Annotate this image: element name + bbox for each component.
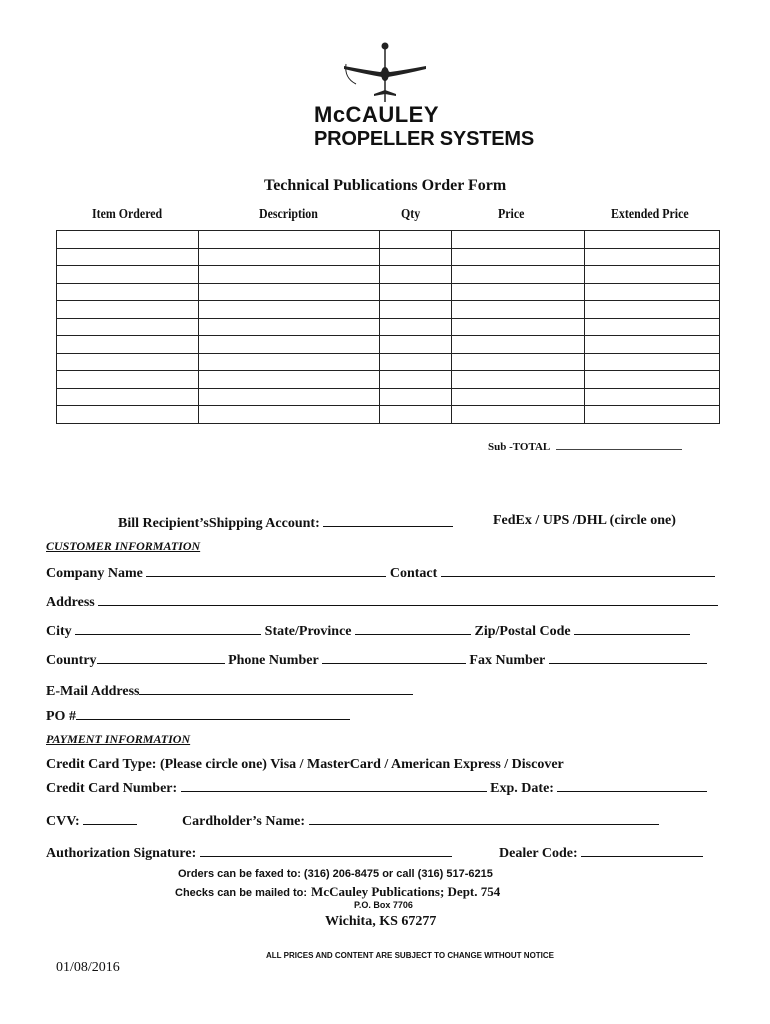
country-label: Country	[46, 653, 97, 668]
contact-field[interactable]	[441, 563, 715, 577]
cell-price[interactable]	[452, 248, 585, 266]
header-description: Description	[259, 207, 318, 222]
cell-price[interactable]	[452, 388, 585, 406]
cell-description[interactable]	[198, 318, 379, 336]
mail-instructions	[175, 883, 500, 901]
cell-price[interactable]	[452, 266, 585, 284]
cell-item-ordered[interactable]	[57, 318, 199, 336]
company-row	[46, 563, 715, 582]
cvv-row	[46, 811, 137, 830]
cell-extended-price[interactable]	[585, 353, 720, 371]
table-row	[57, 248, 720, 266]
po-label: PO #	[46, 709, 76, 724]
phone-label: Phone Number	[228, 653, 319, 668]
mail-prefix: Checks can be mailed to:	[175, 887, 308, 899]
header-qty: Qty	[401, 207, 421, 222]
address-field[interactable]	[98, 592, 718, 606]
address-label: Address	[46, 595, 95, 610]
cell-extended-price[interactable]	[585, 266, 720, 284]
po-box: P.O. Box 7706	[354, 900, 413, 910]
email-row	[46, 681, 413, 700]
cell-qty[interactable]	[379, 283, 452, 301]
dealer-code-field[interactable]	[581, 843, 703, 857]
cell-item-ordered[interactable]	[57, 336, 199, 354]
cardholder-field[interactable]	[309, 811, 659, 825]
table-row	[57, 301, 720, 319]
state-label: State/Province	[264, 624, 352, 639]
cell-qty[interactable]	[379, 301, 452, 319]
cell-description[interactable]	[198, 248, 379, 266]
cell-qty[interactable]	[379, 318, 452, 336]
cell-description[interactable]	[198, 353, 379, 371]
cell-item-ordered[interactable]	[57, 266, 199, 284]
cell-item-ordered[interactable]	[57, 283, 199, 301]
cell-price[interactable]	[452, 371, 585, 389]
subtotal-label: Sub -TOTAL	[488, 441, 551, 453]
cell-qty[interactable]	[379, 248, 452, 266]
email-label: E-Mail Address	[46, 684, 140, 699]
cell-item-ordered[interactable]	[57, 248, 199, 266]
shipping-account-field[interactable]	[323, 513, 453, 527]
table-row	[57, 318, 720, 336]
cell-extended-price[interactable]	[585, 336, 720, 354]
dealer-code-row	[499, 843, 703, 862]
cell-item-ordered[interactable]	[57, 301, 199, 319]
fax-instructions: Orders can be faxed to: (316) 206-8475 or call (316) 517-6215	[178, 868, 493, 880]
po-row	[46, 706, 350, 725]
subtotal-row	[488, 440, 682, 453]
cell-description[interactable]	[198, 301, 379, 319]
contact-label: Contact	[389, 566, 438, 581]
header-extended-price: Extended Price	[611, 207, 689, 222]
fax-field[interactable]	[549, 650, 707, 664]
cell-extended-price[interactable]	[585, 406, 720, 424]
cell-description[interactable]	[198, 231, 379, 249]
cell-qty[interactable]	[379, 336, 452, 354]
table-row	[57, 406, 720, 424]
card-number-label: Credit Card Number:	[46, 781, 178, 796]
cell-qty[interactable]	[379, 266, 452, 284]
po-field[interactable]	[76, 706, 350, 720]
cell-description[interactable]	[198, 388, 379, 406]
cell-qty[interactable]	[379, 388, 452, 406]
order-table	[56, 230, 720, 424]
cardholder-row	[182, 811, 659, 830]
cell-price[interactable]	[452, 353, 585, 371]
company-label: Company Name	[46, 566, 143, 581]
cell-item-ordered[interactable]	[57, 406, 199, 424]
signature-row	[46, 843, 452, 862]
form-title: Technical Publications Order Form	[264, 177, 507, 194]
cell-description[interactable]	[198, 266, 379, 284]
cell-extended-price[interactable]	[585, 318, 720, 336]
exp-date-field[interactable]	[557, 778, 707, 792]
city-row	[46, 621, 690, 640]
cell-item-ordered[interactable]	[57, 231, 199, 249]
cardholder-label: Cardholder’s Name:	[182, 814, 305, 829]
cell-extended-price[interactable]	[585, 231, 720, 249]
propeller-aircraft-logo	[330, 40, 440, 110]
cell-qty[interactable]	[379, 353, 452, 371]
cell-price[interactable]	[452, 336, 585, 354]
cell-extended-price[interactable]	[585, 371, 720, 389]
cell-description[interactable]	[198, 371, 379, 389]
cvv-label: CVV:	[46, 814, 80, 829]
zip-label: Zip/Postal Code	[474, 624, 571, 639]
cell-item-ordered[interactable]	[57, 353, 199, 371]
email-field[interactable]	[139, 681, 413, 695]
card-type-line: Credit Card Type: (Please circle one) Visa / MasterCard / American Express / Discover	[46, 757, 564, 772]
brand-subtitle: PROPELLER SYSTEMS	[314, 128, 534, 150]
carrier-options: FedEx / UPS /DHL (circle one)	[493, 513, 676, 528]
cell-extended-price[interactable]	[585, 388, 720, 406]
cell-item-ordered[interactable]	[57, 371, 199, 389]
card-number-field[interactable]	[181, 778, 487, 792]
cell-extended-price[interactable]	[585, 248, 720, 266]
payment-section-title: PAYMENT INFORMATION	[46, 732, 191, 746]
subtotal-field[interactable]	[556, 440, 682, 450]
city-field[interactable]	[75, 621, 261, 635]
cell-item-ordered[interactable]	[57, 388, 199, 406]
country-field[interactable]	[97, 650, 225, 664]
state-field[interactable]	[355, 621, 471, 635]
table-row	[57, 336, 720, 354]
cell-description[interactable]	[198, 336, 379, 354]
price-notice: ALL PRICES AND CONTENT ARE SUBJECT TO CHANGE WITHOUT NOTICE	[266, 951, 555, 960]
phone-field[interactable]	[322, 650, 466, 664]
cell-price[interactable]	[452, 406, 585, 424]
table-row	[57, 231, 720, 249]
cell-qty[interactable]	[379, 406, 452, 424]
exp-date-label: Exp. Date:	[490, 781, 554, 796]
fax-label: Fax Number	[469, 653, 545, 668]
table-row	[57, 266, 720, 284]
cell-price[interactable]	[452, 231, 585, 249]
table-row	[57, 388, 720, 406]
cell-price[interactable]	[452, 301, 585, 319]
mail-name: McCauley Publications; Dept. 754	[311, 884, 501, 899]
table-row	[57, 371, 720, 389]
cell-qty[interactable]	[379, 231, 452, 249]
city-label: City	[46, 624, 72, 639]
address-row	[46, 592, 718, 611]
mailing-city: Wichita, KS 67277	[325, 914, 437, 929]
country-row	[46, 650, 707, 669]
cell-extended-price[interactable]	[585, 301, 720, 319]
bill-recipient-label: Bill Recipient’sShipping Account:	[118, 516, 320, 531]
cvv-field[interactable]	[83, 811, 137, 825]
card-number-row	[46, 778, 707, 797]
cell-extended-price[interactable]	[585, 283, 720, 301]
dealer-code-label: Dealer Code:	[499, 846, 578, 861]
table-row	[57, 283, 720, 301]
signature-label: Authorization Signature:	[46, 846, 197, 861]
cell-price[interactable]	[452, 318, 585, 336]
header-item-ordered: Item Ordered	[92, 207, 163, 222]
customer-section-title: CUSTOMER INFORMATION	[46, 539, 201, 553]
cell-price[interactable]	[452, 283, 585, 301]
cell-description[interactable]	[198, 406, 379, 424]
shipping-account-row	[118, 513, 453, 532]
cell-description[interactable]	[198, 283, 379, 301]
cell-qty[interactable]	[379, 371, 452, 389]
header-price: Price	[498, 207, 525, 222]
zip-field[interactable]	[574, 621, 690, 635]
form-date: 01/08/2016	[56, 960, 120, 975]
table-row	[57, 353, 720, 371]
company-field[interactable]	[146, 563, 386, 577]
brand-name: McCAULEY	[314, 102, 440, 127]
signature-field[interactable]	[200, 843, 452, 857]
